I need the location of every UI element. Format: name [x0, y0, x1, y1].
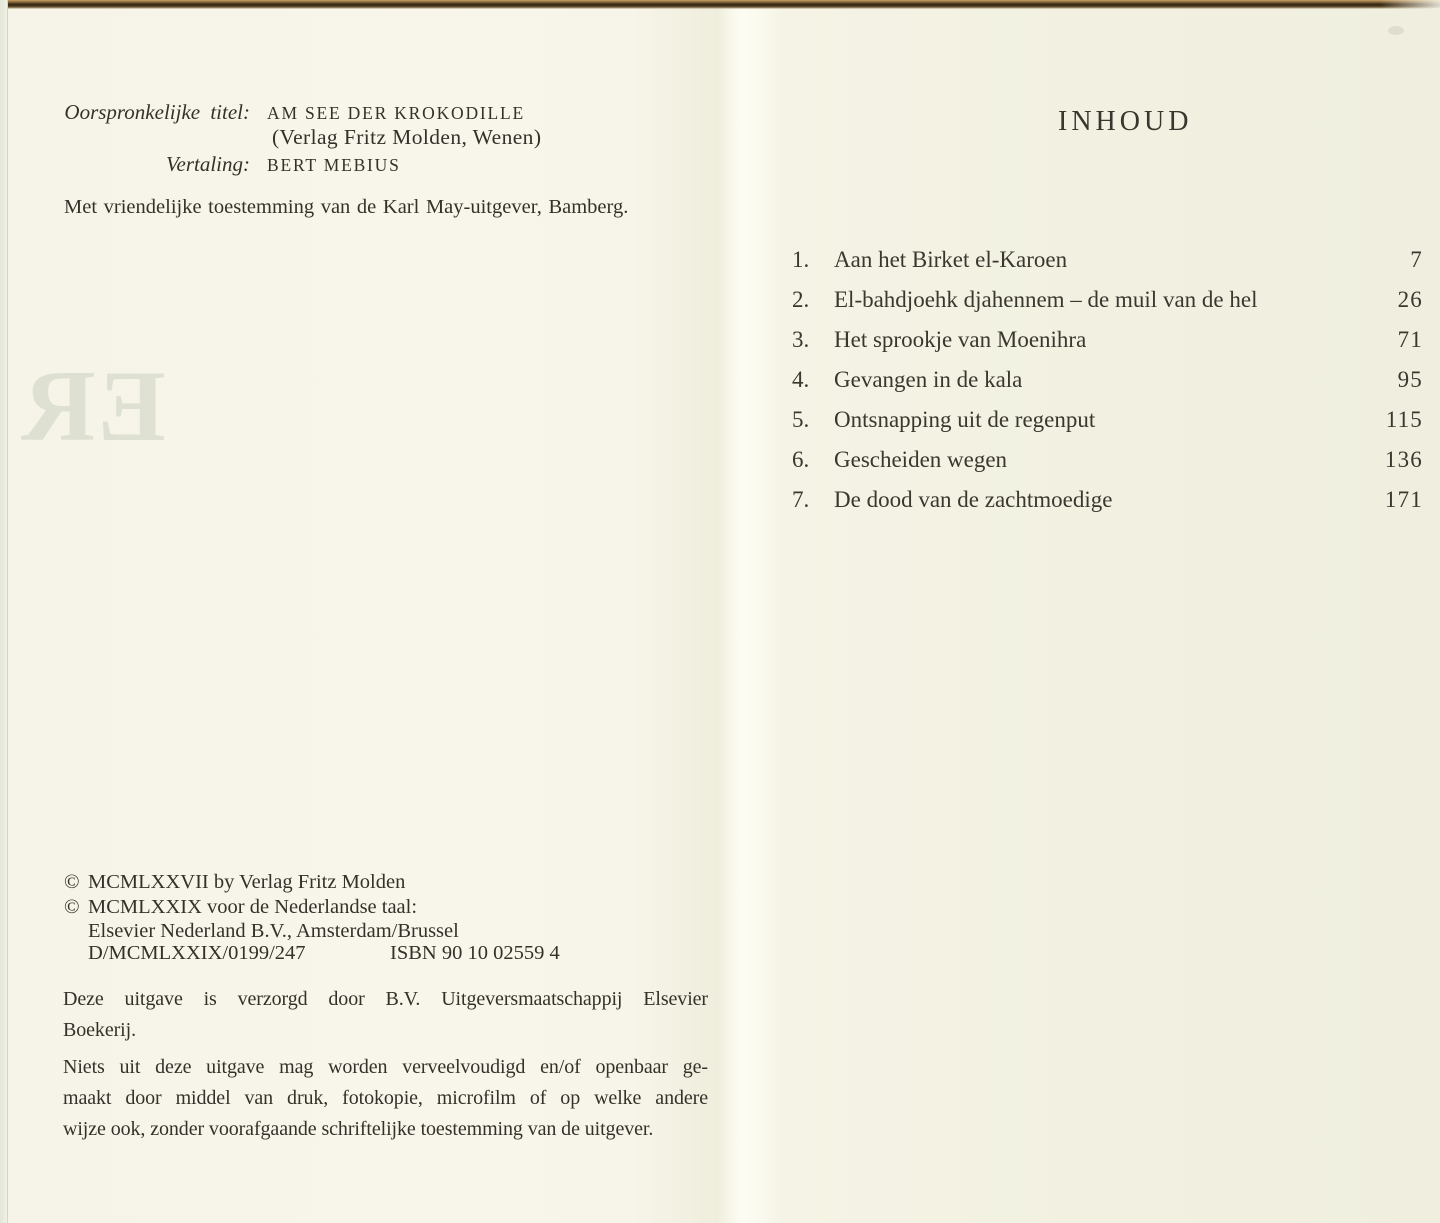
toc-row	[792, 280, 1423, 320]
toc-row	[792, 320, 1423, 360]
toc-page-number: 26	[1397, 287, 1423, 312]
toc-page-number: 115	[1385, 407, 1423, 432]
toc-chapter-title: Ontsnapping uit de regenput	[834, 407, 1096, 432]
paragraph-line: Deze uitgave is verzorgd door B.V. Uitgeversmaatschappij Elsevier	[63, 988, 708, 1010]
toc-chapter-number: 1.	[792, 247, 810, 272]
rights-paragraph	[63, 1052, 708, 1145]
contents-heading: INHOUD	[1058, 106, 1193, 137]
table-of-contents	[792, 240, 1423, 520]
paper-smudge	[1388, 26, 1404, 35]
publisher-paragraph	[63, 984, 708, 1046]
toc-chapter-number: 4.	[792, 367, 810, 392]
permission-line: Met vriendelijke toestemming van de Karl May-uitgever, Bamberg.	[64, 196, 629, 218]
toc-chapter-number: 7.	[792, 487, 810, 512]
toc-chapter-title: De dood van de zachtmoedige	[834, 487, 1113, 512]
copyright-line	[64, 919, 459, 944]
depot-number: D/MCMLXXIX/0199/247	[88, 942, 306, 964]
toc-page-number: 7	[1410, 247, 1423, 272]
translation-row	[0, 152, 401, 177]
paragraph-line: Niets uit deze uitgave mag worden verveelvoudigd en/of openbaar ge-	[63, 1056, 708, 1078]
translator-value: BERT MEBIUS	[267, 155, 401, 175]
copyright-line	[64, 870, 459, 895]
toc-row	[792, 400, 1423, 440]
copyright-symbol: ©	[64, 871, 80, 893]
toc-chapter-number: 6.	[792, 447, 810, 472]
toc-row	[792, 440, 1423, 480]
toc-chapter-title: Gescheiden wegen	[834, 447, 1008, 472]
copyright-block	[64, 870, 459, 944]
copyright-text: Elsevier Nederland B.V., Amsterdam/Brussel	[88, 920, 459, 942]
toc-page-number: 171	[1384, 487, 1423, 512]
toc-chapter-title: Het sprookje van Moenihra	[834, 327, 1087, 352]
toc-chapter-title: Gevangen in de kala	[834, 367, 1023, 392]
toc-page-number: 136	[1384, 447, 1423, 472]
top-book-edge	[0, 0, 1440, 9]
copyright-symbol	[64, 919, 88, 944]
toc-row	[792, 480, 1423, 520]
toc-chapter-number: 5.	[792, 407, 810, 432]
translation-label: Vertaling:	[166, 152, 250, 176]
show-through-ghost-text: ER	[20, 350, 166, 463]
toc-page-number: 95	[1397, 367, 1423, 392]
toc-row	[792, 240, 1423, 280]
copyright-line	[64, 895, 459, 920]
toc-row	[792, 360, 1423, 400]
copyright-text: MCMLXXVII by Verlag Fritz Molden	[88, 871, 406, 893]
toc-page-number: 71	[1397, 327, 1423, 352]
left-page-edge	[0, 0, 8, 1223]
top-book-edge-fade	[1380, 0, 1440, 9]
toc-chapter-number: 2.	[792, 287, 810, 312]
isbn-number: ISBN 90 10 02559 4	[390, 942, 560, 964]
codes-line	[88, 942, 648, 966]
paragraph-line: Boekerij.	[63, 1019, 136, 1041]
copyright-text: MCMLXXIX voor de Nederlandse taal:	[88, 895, 418, 918]
original-publisher-value: (Verlag Fritz Molden, Wenen)	[272, 125, 542, 149]
original-publisher-row	[0, 125, 541, 150]
toc-chapter-title: El-bahdjoehk djahennem – de muil van de hel	[834, 287, 1258, 312]
paragraph-line: maakt door middel van druk, fotokopie, microfilm of op welke andere	[63, 1087, 708, 1109]
original-title-label: Oorspronkelijke titel:	[64, 100, 250, 124]
toc-chapter-title: Aan het Birket el-Karoen	[834, 247, 1068, 272]
original-title-value: AM SEE DER KROKODILLE	[267, 103, 525, 123]
paragraph-line: wijze ook, zonder voorafgaande schriftelijke toestemming van de uitgever.	[63, 1118, 654, 1140]
original-title-row	[0, 100, 525, 125]
copyright-symbol: ©	[64, 895, 80, 918]
toc-chapter-number: 3.	[792, 327, 810, 352]
